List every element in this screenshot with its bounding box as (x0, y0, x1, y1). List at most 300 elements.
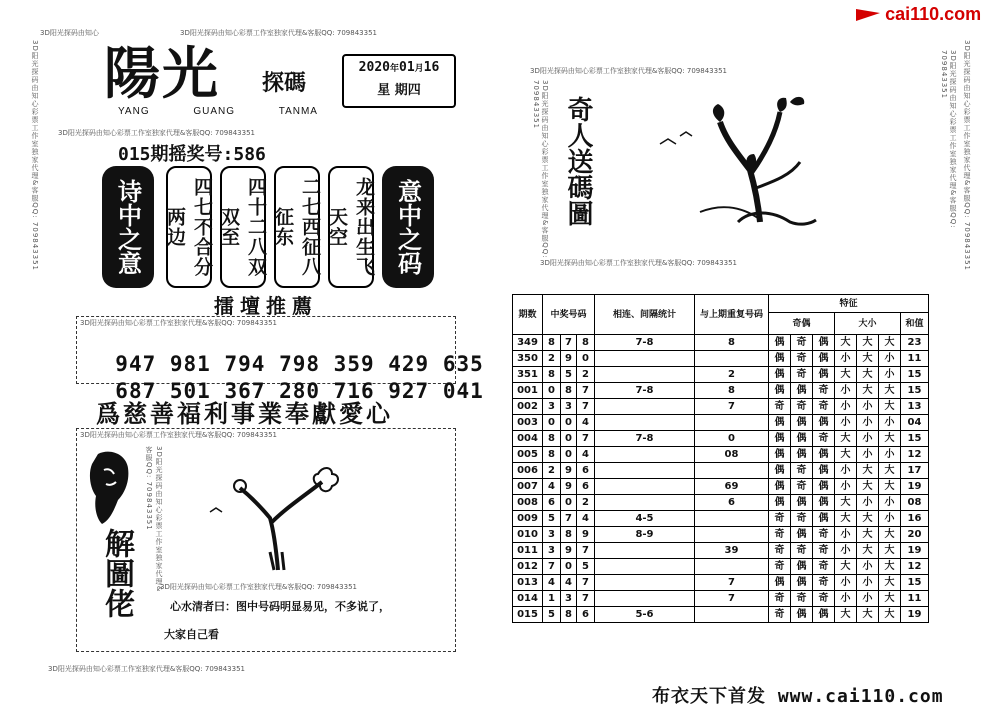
period-cell: 013 (513, 575, 543, 591)
odd-even-cell: 偶 (813, 447, 835, 463)
col-period: 期数 (513, 295, 543, 335)
size-cell: 大 (835, 447, 857, 463)
size-cell: 大 (857, 335, 879, 351)
digit-cell: 4 (577, 511, 595, 527)
digit-cell: 7 (577, 431, 595, 447)
size-cell: 大 (879, 463, 901, 479)
odd-even-cell: 偶 (769, 415, 791, 431)
table-row (513, 399, 929, 415)
brand-title: 陽光 (104, 41, 220, 107)
size-cell: 大 (835, 559, 857, 575)
repeat-cell (695, 559, 769, 575)
odd-even-cell: 偶 (791, 431, 813, 447)
digit-cell: 3 (543, 543, 561, 559)
odd-even-cell: 奇 (769, 511, 791, 527)
odd-even-cell: 奇 (813, 431, 835, 447)
period-cell: 001 (513, 383, 543, 399)
right-inner-vertical-watermark: 3D阳光探码由知心彩票工作室独家代理&客服QQ: 709843351 (940, 50, 957, 229)
table-row (513, 559, 929, 575)
size-cell: 小 (857, 495, 879, 511)
odd-even-cell: 偶 (813, 367, 835, 383)
digit-cell: 8 (561, 383, 577, 399)
charity-banner: 爲慈善福利事業奉獻愛心 (96, 399, 393, 428)
table-row (513, 415, 929, 431)
period-cell: 014 (513, 591, 543, 607)
sum-cell: 15 (901, 383, 929, 399)
odd-even-cell: 奇 (791, 367, 813, 383)
digit-cell: 3 (543, 527, 561, 543)
period-cell: 005 (513, 447, 543, 463)
top-left-watermark: 3D阳光探码由知心 (40, 29, 99, 37)
size-cell: 小 (857, 415, 879, 431)
period-cell: 011 (513, 543, 543, 559)
period-cell: 003 (513, 415, 543, 431)
odd-even-cell: 奇 (813, 527, 835, 543)
odd-even-cell: 偶 (813, 495, 835, 511)
rec-number: 798 (279, 352, 321, 376)
digit-cell: 3 (561, 591, 577, 607)
digit-cell: 5 (543, 511, 561, 527)
sum-cell: 20 (901, 527, 929, 543)
odd-even-cell: 偶 (769, 335, 791, 351)
sum-cell: 15 (901, 575, 929, 591)
size-cell: 小 (835, 527, 857, 543)
odd-even-cell: 偶 (813, 463, 835, 479)
digit-cell: 6 (577, 607, 595, 623)
rec-number: 635 (442, 352, 484, 376)
odd-even-cell: 奇 (791, 479, 813, 495)
digit-cell: 7 (577, 399, 595, 415)
adjacent-cell: 4-5 (595, 511, 695, 527)
table-row (513, 543, 929, 559)
size-cell: 小 (857, 447, 879, 463)
rec-number: 687 (115, 379, 157, 403)
adjacent-cell: 7-8 (595, 431, 695, 447)
odd-even-cell: 奇 (813, 559, 835, 575)
odd-even-cell: 偶 (813, 607, 835, 623)
odd-even-cell: 偶 (791, 383, 813, 399)
odd-even-cell: 偶 (813, 479, 835, 495)
digit-cell: 9 (561, 543, 577, 559)
right-outer-vertical-watermark: 3D阳光探码由知心彩票工作室独家代理&客服QQ: 709843351 (963, 40, 971, 271)
odd-even-cell: 偶 (769, 351, 791, 367)
odd-even-cell: 偶 (791, 559, 813, 575)
size-cell: 大 (857, 463, 879, 479)
col-odd-even: 奇偶 (769, 313, 835, 335)
digit-cell: 8 (561, 527, 577, 543)
poem-column-1: 四七不合分两边 (166, 166, 212, 288)
digit-cell: 7 (577, 575, 595, 591)
size-cell: 小 (857, 575, 879, 591)
size-cell: 大 (879, 383, 901, 399)
rec-number: 501 (169, 379, 211, 403)
repeat-cell (695, 415, 769, 431)
repeat-cell: 2 (695, 367, 769, 383)
right-bottom-watermark: 3D阳光探码由知心彩票工作室独家代理&客服QQ: 709843351 (540, 259, 737, 267)
size-cell: 小 (857, 431, 879, 447)
repeat-cell: 6 (695, 495, 769, 511)
size-cell: 大 (835, 431, 857, 447)
size-cell: 大 (857, 367, 879, 383)
date-box (342, 54, 456, 108)
digit-cell: 7 (561, 335, 577, 351)
odd-even-cell: 奇 (791, 335, 813, 351)
digit-cell: 8 (577, 335, 595, 351)
repeat-cell: 0 (695, 431, 769, 447)
digit-cell: 5 (561, 367, 577, 383)
size-cell: 小 (857, 559, 879, 575)
table-row (513, 479, 929, 495)
size-cell: 小 (835, 399, 857, 415)
rec-number: 280 (279, 379, 321, 403)
col-sum: 和值 (901, 313, 929, 335)
adjacent-cell: 5-6 (595, 607, 695, 623)
repeat-cell (695, 607, 769, 623)
rec-number: 927 (388, 379, 430, 403)
digit-cell: 0 (577, 351, 595, 367)
poem-left-badge: 诗中之意 (102, 166, 154, 288)
site-brand[interactable] (856, 4, 981, 25)
date-weekday: 星 期四 (377, 83, 421, 98)
odd-even-cell: 奇 (813, 575, 835, 591)
adjacent-cell (595, 463, 695, 479)
digit-cell: 5 (577, 559, 595, 575)
size-cell: 小 (879, 415, 901, 431)
rec-number: 367 (224, 379, 266, 403)
odd-even-cell: 偶 (769, 367, 791, 383)
digit-cell: 9 (561, 463, 577, 479)
right-left-vertical-watermark: 3D阳光探码由知心彩票工作室独家代理&客服QQ: 709843351 (532, 80, 549, 259)
digit-cell: 3 (543, 399, 561, 415)
period-cell: 008 (513, 495, 543, 511)
pinyin-2: GUANG (193, 106, 235, 117)
size-cell: 大 (835, 495, 857, 511)
odd-even-cell: 奇 (791, 591, 813, 607)
size-cell: 大 (879, 527, 901, 543)
repeat-cell: 7 (695, 575, 769, 591)
size-cell: 小 (857, 399, 879, 415)
size-cell: 小 (835, 383, 857, 399)
adjacent-cell (595, 351, 695, 367)
top-watermark: 3D阳光探码由知心彩票工作室独家代理&客服QQ: 709843351 (180, 29, 377, 37)
odd-even-cell: 偶 (791, 527, 813, 543)
table-row (513, 607, 929, 623)
odd-even-cell: 偶 (791, 415, 813, 431)
adjacent-cell (595, 367, 695, 383)
adjacent-cell (595, 559, 695, 575)
date-year-suffix: 年 (389, 64, 399, 74)
rec-number: 794 (224, 352, 266, 376)
digit-cell: 3 (561, 399, 577, 415)
draw-result (118, 140, 266, 166)
adjacent-cell (595, 575, 695, 591)
adjacent-cell (595, 495, 695, 511)
repeat-cell: 7 (695, 399, 769, 415)
table-row (513, 495, 929, 511)
digit-cell: 4 (577, 415, 595, 431)
rec-number: 359 (333, 352, 375, 376)
recommend-title: 擂壇推薦 (214, 294, 318, 318)
poem-column-3: 二七西征八征东 (274, 166, 320, 288)
decode-vertical-watermark: 3D阳光探码由知心彩票工作室独家代理&客服QQ: 709843351 (145, 446, 163, 593)
size-cell: 大 (879, 575, 901, 591)
adjacent-cell (595, 399, 695, 415)
odd-even-cell: 奇 (791, 351, 813, 367)
date-line (344, 60, 454, 75)
odd-even-cell: 奇 (813, 383, 835, 399)
odd-even-cell: 奇 (769, 399, 791, 415)
odd-even-cell: 偶 (769, 495, 791, 511)
sum-cell: 17 (901, 463, 929, 479)
size-cell: 小 (879, 367, 901, 383)
adjacent-cell: 8-9 (595, 527, 695, 543)
draw-label: 015期摇奖号: (118, 144, 234, 165)
odd-even-cell: 奇 (769, 559, 791, 575)
footer-text[interactable]: 布衣天下首发 www.cai110.com (652, 686, 944, 707)
digit-cell: 7 (577, 383, 595, 399)
table-row (513, 463, 929, 479)
decode-watermark: 3D阳光探码由知心彩票工作室独家代理&客服QQ: 709843351 (80, 431, 277, 439)
size-cell: 小 (879, 495, 901, 511)
digit-cell: 7 (561, 511, 577, 527)
odd-even-cell: 偶 (769, 479, 791, 495)
odd-even-cell: 偶 (769, 383, 791, 399)
odd-even-cell: 偶 (769, 463, 791, 479)
size-cell: 大 (857, 511, 879, 527)
odd-even-cell: 偶 (791, 575, 813, 591)
odd-even-cell: 奇 (769, 527, 791, 543)
size-cell: 大 (835, 607, 857, 623)
adjacent-cell (595, 591, 695, 607)
repeat-cell (695, 511, 769, 527)
adjacent-cell (595, 447, 695, 463)
portrait-drawing (84, 448, 136, 528)
digit-cell: 7 (577, 591, 595, 607)
odd-even-cell: 偶 (813, 511, 835, 527)
poem-right-badge: 意中之码 (382, 166, 434, 288)
pinyin-3: TANMA (278, 106, 318, 117)
size-cell: 大 (857, 543, 879, 559)
adjacent-cell (595, 479, 695, 495)
col-winning: 中奖号码 (543, 295, 595, 335)
size-cell: 大 (879, 559, 901, 575)
sum-cell: 11 (901, 591, 929, 607)
size-cell: 大 (879, 543, 901, 559)
poem-column-4: 龙来出生飞天空 (328, 166, 374, 288)
size-cell: 大 (879, 399, 901, 415)
digit-cell: 8 (561, 607, 577, 623)
bird-icon (210, 508, 222, 512)
size-cell: 大 (879, 479, 901, 495)
period-cell: 349 (513, 335, 543, 351)
odd-even-cell: 奇 (813, 591, 835, 607)
odd-even-cell: 奇 (791, 543, 813, 559)
history-table-wrap (512, 294, 929, 623)
sum-cell: 23 (901, 335, 929, 351)
adjacent-cell (595, 543, 695, 559)
sum-cell: 16 (901, 511, 929, 527)
brand-pinyin (118, 106, 318, 117)
size-cell: 大 (857, 607, 879, 623)
digit-cell: 2 (543, 351, 561, 367)
digit-cell: 0 (561, 431, 577, 447)
repeat-cell (695, 463, 769, 479)
date-month: 01 (399, 60, 415, 75)
size-cell: 大 (857, 479, 879, 495)
rec-number: 947 (115, 352, 157, 376)
odd-even-cell: 奇 (813, 399, 835, 415)
draw-number: 586 (233, 144, 266, 165)
table-row (513, 591, 929, 607)
sum-cell: 15 (901, 431, 929, 447)
odd-even-cell: 奇 (769, 607, 791, 623)
sum-cell: 08 (901, 495, 929, 511)
digit-cell: 4 (577, 447, 595, 463)
size-cell: 小 (879, 511, 901, 527)
digit-cell: 0 (561, 559, 577, 575)
brand-subtitle: 探碼 (262, 70, 307, 96)
adjacent-cell: 7-8 (595, 383, 695, 399)
size-cell: 小 (835, 591, 857, 607)
odd-even-cell: 奇 (769, 543, 791, 559)
digit-cell: 6 (577, 463, 595, 479)
size-cell: 大 (879, 431, 901, 447)
digit-cell: 9 (577, 527, 595, 543)
repeat-cell: 7 (695, 591, 769, 607)
wedge-logo-icon (856, 9, 880, 23)
digit-cell: 0 (561, 415, 577, 431)
size-cell: 大 (857, 527, 879, 543)
period-cell: 351 (513, 367, 543, 383)
adjacent-cell: 7-8 (595, 335, 695, 351)
sum-cell: 19 (901, 543, 929, 559)
size-cell: 大 (857, 351, 879, 367)
digit-cell: 0 (561, 495, 577, 511)
table-row (513, 575, 929, 591)
odd-even-cell: 奇 (791, 511, 813, 527)
note-watermark: 3D阳光探码由知心彩票工作室独家代理&客服QQ: 709843351 (160, 583, 357, 591)
date-year: 2020 (358, 60, 390, 75)
period-cell: 007 (513, 479, 543, 495)
rec-number: 981 (169, 352, 211, 376)
table-row (513, 351, 929, 367)
table-row (513, 511, 929, 527)
rec-number: 429 (388, 352, 430, 376)
digit-cell: 4 (561, 575, 577, 591)
col-size: 大小 (835, 313, 901, 335)
odd-even-cell: 偶 (813, 335, 835, 351)
flower-drawing (200, 452, 360, 572)
right-top-watermark: 3D阳光探码由知心彩票工作室独家代理&客服QQ: 709843351 (530, 67, 727, 75)
note-line-1: 心水清者曰：图中号码明显易见，不多说了， (170, 600, 390, 613)
brand-watermark: 3D阳光探码由知心彩票工作室独家代理&客服QQ: 709843351 (58, 129, 255, 137)
digit-cell: 7 (543, 559, 561, 575)
date-month-suffix: 月 (414, 64, 424, 74)
size-cell: 小 (857, 591, 879, 607)
digit-cell: 0 (543, 383, 561, 399)
size-cell: 大 (879, 335, 901, 351)
history-table-body (513, 335, 929, 623)
repeat-cell: 08 (695, 447, 769, 463)
period-cell: 006 (513, 463, 543, 479)
repeat-cell (695, 527, 769, 543)
size-cell: 小 (879, 351, 901, 367)
sum-cell: 19 (901, 607, 929, 623)
size-cell: 小 (835, 351, 857, 367)
history-table (512, 294, 929, 623)
size-cell: 大 (835, 335, 857, 351)
size-cell: 大 (835, 511, 857, 527)
strange-title: 奇人送碼圖 (563, 96, 593, 226)
size-cell: 大 (879, 607, 901, 623)
odd-even-cell: 偶 (769, 575, 791, 591)
left-vertical-watermark: 3D阳光探码由知心彩票工作室独家代理&客服QQ: 709843351 (31, 40, 39, 271)
col-feature: 特征 (769, 295, 929, 313)
sum-cell: 19 (901, 479, 929, 495)
site-url[interactable]: cai110.com (885, 4, 982, 24)
digit-cell: 0 (561, 447, 577, 463)
odd-even-cell: 偶 (769, 431, 791, 447)
col-repeat: 与上期重复号码 (695, 295, 769, 335)
digit-cell: 8 (543, 431, 561, 447)
odd-even-cell: 奇 (813, 543, 835, 559)
size-cell: 小 (835, 575, 857, 591)
period-cell: 012 (513, 559, 543, 575)
size-cell: 大 (835, 367, 857, 383)
period-cell: 010 (513, 527, 543, 543)
digit-cell: 2 (543, 463, 561, 479)
sum-cell: 13 (901, 399, 929, 415)
size-cell: 大 (879, 591, 901, 607)
digit-cell: 5 (543, 607, 561, 623)
digit-cell: 2 (577, 495, 595, 511)
period-cell: 002 (513, 399, 543, 415)
sum-cell: 12 (901, 447, 929, 463)
digit-cell: 8 (543, 367, 561, 383)
digit-cell: 4 (543, 479, 561, 495)
odd-even-cell: 奇 (791, 399, 813, 415)
pinyin-1: YANG (118, 106, 150, 117)
size-cell: 小 (879, 447, 901, 463)
digit-cell: 9 (561, 479, 577, 495)
digit-cell: 9 (561, 351, 577, 367)
period-cell: 009 (513, 511, 543, 527)
table-row (513, 383, 929, 399)
table-row (513, 447, 929, 463)
digit-cell: 6 (543, 495, 561, 511)
sum-cell: 04 (901, 415, 929, 431)
tree-drawing (640, 92, 840, 232)
odd-even-cell: 奇 (791, 463, 813, 479)
table-row (513, 367, 929, 383)
period-cell: 015 (513, 607, 543, 623)
rec-number: 041 (442, 379, 484, 403)
size-cell: 小 (835, 479, 857, 495)
size-cell: 小 (835, 415, 857, 431)
digit-cell: 4 (543, 575, 561, 591)
repeat-cell (695, 351, 769, 367)
table-row (513, 335, 929, 351)
sum-cell: 15 (901, 367, 929, 383)
repeat-cell: 39 (695, 543, 769, 559)
repeat-cell: 8 (695, 335, 769, 351)
odd-even-cell: 偶 (791, 607, 813, 623)
table-row (513, 431, 929, 447)
digit-cell: 8 (543, 447, 561, 463)
digit-cell: 2 (577, 367, 595, 383)
note-line-2: 大家自己看 (164, 628, 219, 641)
sum-cell: 12 (901, 559, 929, 575)
